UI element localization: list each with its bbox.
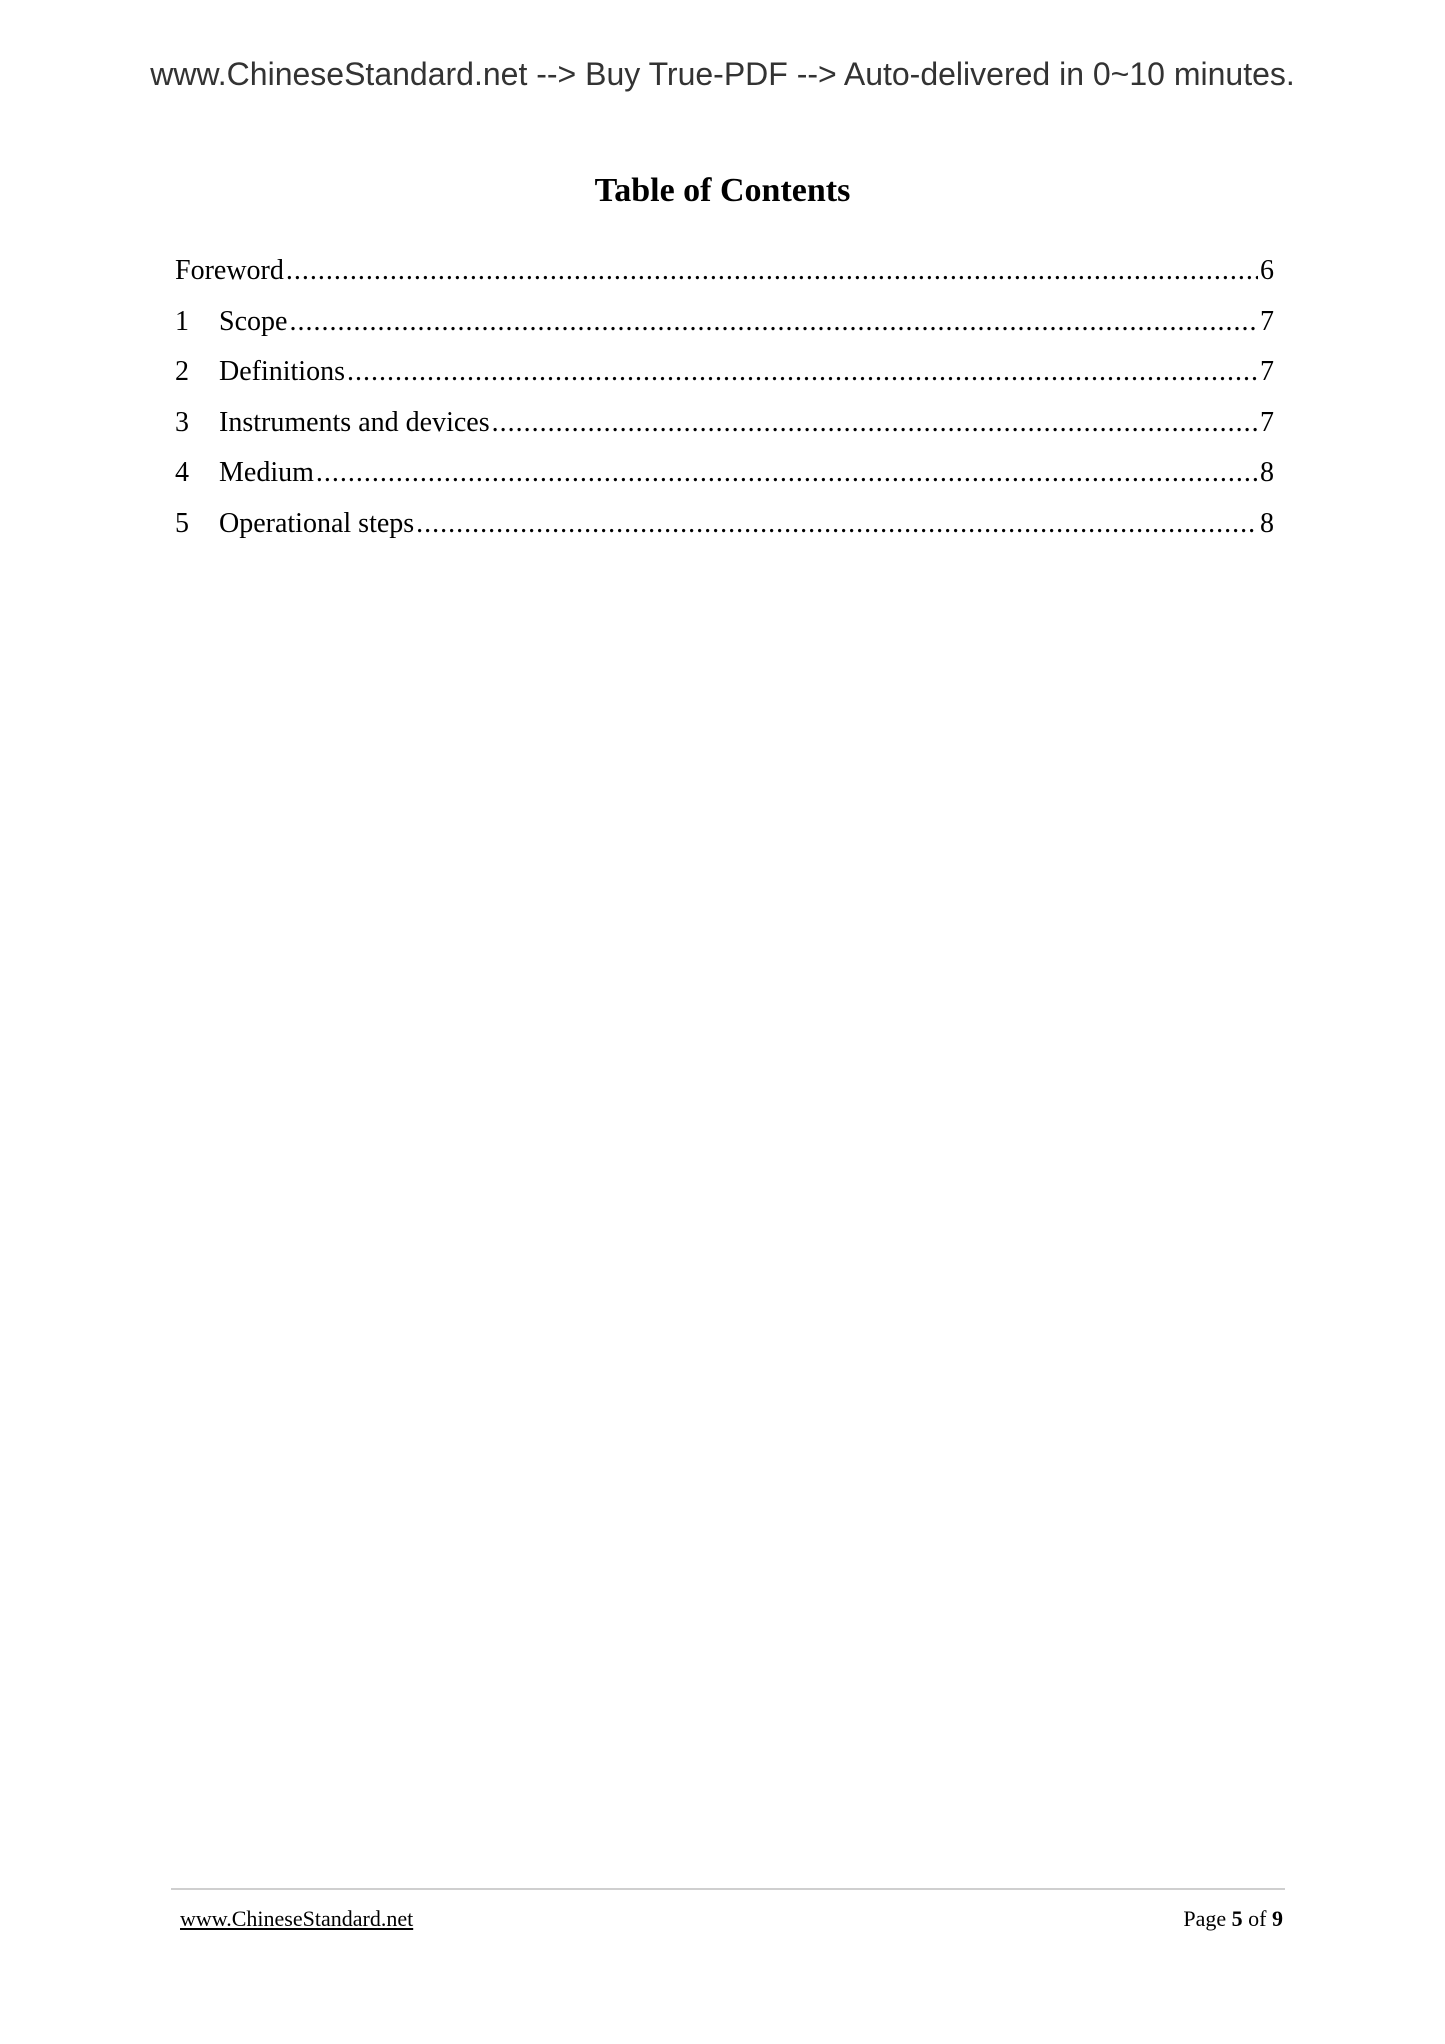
toc-entry-page: 7 xyxy=(1260,305,1274,337)
toc-entry-number: 4 xyxy=(175,457,189,489)
toc-entry-number: 1 xyxy=(175,305,189,337)
dot-leader xyxy=(289,302,1258,342)
total-pages-number: 9 xyxy=(1272,1906,1283,1931)
toc-entry-scope[interactable] xyxy=(175,302,1274,353)
toc-entry-label: Definitions xyxy=(219,356,345,388)
toc-entry-number: 5 xyxy=(175,507,189,539)
footer-divider xyxy=(171,1888,1285,1890)
toc-entry-page: 6 xyxy=(1260,255,1274,286)
toc-entry-label: Operational steps xyxy=(219,507,415,539)
toc-entry-page: 7 xyxy=(1260,406,1274,438)
dot-leader xyxy=(286,251,1258,291)
toc-entry-page: 7 xyxy=(1260,356,1274,388)
page-title: Table of Contents xyxy=(594,172,851,209)
toc-entry-definitions[interactable] xyxy=(175,352,1274,403)
current-page-number: 5 xyxy=(1231,1906,1243,1931)
page-prefix: Page xyxy=(1183,1906,1227,1931)
dot-leader xyxy=(492,403,1258,443)
toc-entry-label: Instruments and devices xyxy=(219,406,490,438)
page-of-label: of xyxy=(1248,1906,1267,1931)
footer-website-link[interactable]: www.ChineseStandard.net xyxy=(180,1906,414,1931)
toc-entry-number: 2 xyxy=(175,356,189,388)
dot-leader xyxy=(316,453,1258,493)
table-of-contents xyxy=(175,251,1274,555)
dot-leader xyxy=(347,352,1258,392)
page-indicator xyxy=(1183,1906,1283,1932)
dot-leader xyxy=(416,504,1258,544)
toc-entry-page: 8 xyxy=(1260,457,1274,489)
toc-entry-operational-steps[interactable] xyxy=(175,504,1274,555)
toc-entry-medium[interactable] xyxy=(175,453,1274,504)
toc-entry-instruments-and-devices[interactable] xyxy=(175,403,1274,454)
toc-entry-label: Scope xyxy=(219,305,288,337)
toc-entry-number: 3 xyxy=(175,406,189,438)
toc-entry-page: 8 xyxy=(1260,507,1274,539)
top-banner: www.ChineseStandard.net --> Buy True-PDF --> Auto-delivered in 0~10 minutes. xyxy=(150,56,1295,92)
toc-entry-label: Foreword xyxy=(175,255,284,286)
toc-entry-label: Medium xyxy=(219,457,314,489)
toc-entry-foreword[interactable] xyxy=(175,251,1274,302)
